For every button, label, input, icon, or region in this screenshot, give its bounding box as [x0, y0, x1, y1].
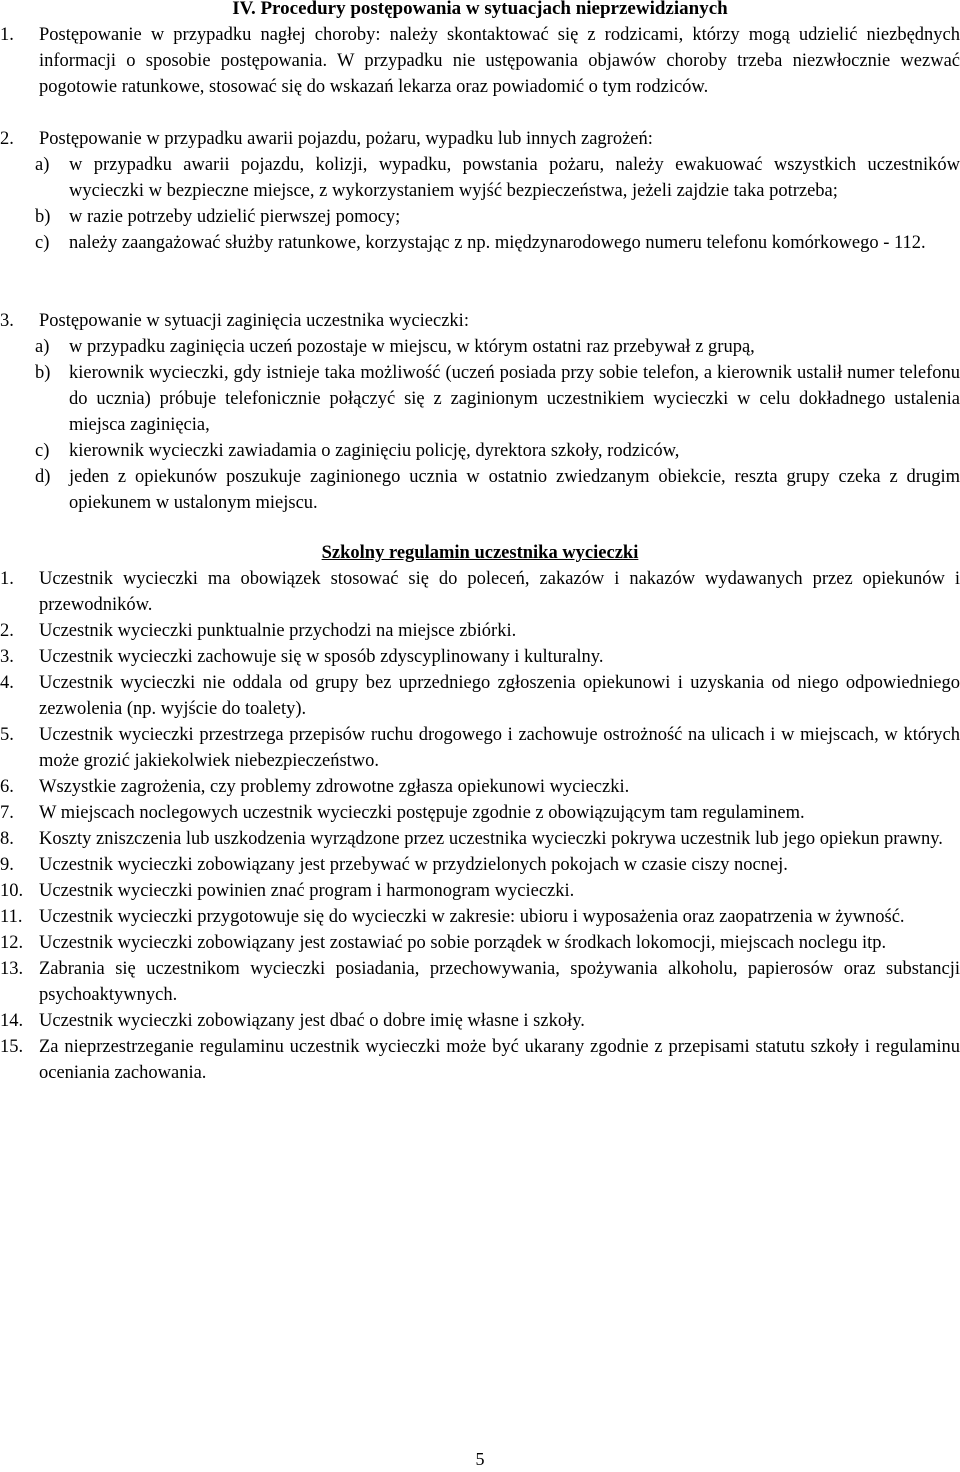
regulamin-item: [0, 1034, 960, 1086]
subitem-letter: d): [35, 467, 51, 487]
item-number: 5.: [0, 725, 14, 745]
subitem-letter: a): [35, 155, 50, 175]
subitem: [0, 230, 960, 256]
subitem-text: kierownik wycieczki zawiadamia o zaginięciu policję, dyrektora szkoły, rodziców,: [69, 441, 680, 461]
item-number: 9.: [0, 855, 14, 875]
subitem-text: w przypadku zaginięcia uczeń pozostaje w miejscu, w którym ostatni raz przebywał z grupą,: [69, 337, 755, 357]
item-text: Uczestnik wycieczki ma obowiązek stosować się do poleceń, zakazów i nakazów wydawanych przez opiekunów i przewodników.: [39, 569, 960, 615]
subitem-text: w razie potrzeby udzielić pierwszej pomocy;: [69, 207, 401, 227]
item-number: 15.: [0, 1037, 24, 1057]
item-text: Uczestnik wycieczki zobowiązany jest dbać o dobre imię własne i szkoły.: [39, 1011, 585, 1031]
regulamin-item: [0, 722, 960, 774]
regulamin-item: [0, 644, 960, 670]
item-number: 10.: [0, 881, 24, 901]
regulamin-item: [0, 878, 960, 904]
item-text: W miejscach noclegowych uczestnik wycieczki postępuje zgodnie z obowiązującym tam regulaminem.: [39, 803, 805, 823]
subitem: [0, 204, 960, 230]
item-text: Uczestnik wycieczki przygotowuje się do wycieczki w zakresie: ubioru i wyposażenia oraz zaopatrzenia w żywność.: [39, 907, 905, 927]
subitem-text: jeden z opiekunów poszukuje zaginionego ucznia w ostatnio zwiedzanym obiekcie, reszta grupy czeka z drugim opiekunem w ustalonym miejscu.: [69, 467, 960, 513]
subitem: [0, 438, 960, 464]
item-number: 2.: [0, 129, 14, 149]
item-number: 14.: [0, 1011, 24, 1031]
item-number: 1.: [0, 25, 14, 45]
item-number: 8.: [0, 829, 14, 849]
item-number: 12.: [0, 933, 24, 953]
regulamin-item: [0, 826, 960, 852]
item-text: Uczestnik wycieczki zobowiązany jest zostawiać po sobie porządek w środkach lokomocji, miejscach noclegu itp.: [39, 933, 887, 953]
item-text: Postępowanie w przypadku nagłej choroby: należy skontaktować się z rodzicami, którzy mogą udzielić niezbędnych informacji o sposobie postępowania. W przypadku nie ustępowania objawów choroby trzeba niezwłocznie wezwać pogotowie ratunkowe, stosować się do wskazań lekarza oraz powiadomić o tym rodziców.: [39, 25, 960, 97]
item-number: 2.: [0, 621, 14, 641]
item-text: Uczestnik wycieczki przestrzega przepisów ruchu drogowego i zachowuje ostrożność na ulicach i w miejscach, w których może grozić jakiekolwiek niebezpieczeństwo.: [39, 725, 960, 771]
regulamin-item: [0, 670, 960, 722]
item-text: Uczestnik wycieczki punktualnie przychodzi na miejsce zbiórki.: [39, 621, 517, 641]
item-text: Uczestnik wycieczki powinien znać program i harmonogram wycieczki.: [39, 881, 575, 901]
subitem: [0, 334, 960, 360]
page-number: 5: [475, 1449, 485, 1469]
subitem-text: należy zaangażować służby ratunkowe, korzystając z np. międzynarodowego numeru telefonu komórkowego - 112.: [69, 233, 926, 253]
regulamin-title: Szkolny regulamin uczestnika wycieczki: [321, 543, 639, 563]
item-number: 6.: [0, 777, 14, 797]
subitem-letter: c): [35, 441, 50, 461]
regulamin-item: [0, 904, 960, 930]
item-text: Za nieprzestrzeganie regulaminu uczestnik wycieczki może być ukarany zgodnie z przepisami statutu szkoły i regulaminu oceniania zachowania.: [39, 1037, 960, 1083]
procedure-item-3: [0, 308, 960, 516]
regulamin-item: [0, 852, 960, 878]
item-text: Wszystkie zagrożenia, czy problemy zdrowotne zgłasza opiekunowi wycieczki.: [39, 777, 630, 797]
item-number: 1.: [0, 569, 14, 589]
section-title: IV. Procedury postępowania w sytuacjach nieprzewidzianych: [232, 0, 728, 19]
item-number: 7.: [0, 803, 14, 823]
subitem-text: w przypadku awarii pojazdu, kolizji, wypadku, powstania pożaru, należy ewakuować wszystkich uczestników wycieczki w bezpieczne miejsce, z wykorzystaniem wyjść bezpieczeństwa, jeżeli zajdzie taka potrzeba;: [69, 155, 960, 201]
item-text: Uczestnik wycieczki zobowiązany jest przebywać w przydzielonych pokojach w czasie ciszy nocnej.: [39, 855, 788, 875]
regulamin-item: [0, 956, 960, 1008]
regulamin-item: [0, 618, 960, 644]
procedure-item-2: [0, 126, 960, 256]
subitem-letter: c): [35, 233, 50, 253]
item-text: Koszty zniszczenia lub uszkodzenia wyrządzone przez uczestnika wycieczki pokrywa uczestnik lub jego opiekun prawny.: [39, 829, 943, 849]
regulamin-item: [0, 774, 960, 800]
item-text: Postępowanie w sytuacji zaginięcia uczestnika wycieczki:: [39, 311, 469, 331]
procedure-item-1: [0, 22, 960, 100]
item-number: 13.: [0, 959, 24, 979]
item-text: Uczestnik wycieczki nie oddala od grupy bez uprzedniego zgłoszenia opiekunowi i uzyskania od niego odpowiedniego zezwolenia (np. wyjście do toalety).: [39, 673, 960, 719]
item-text: Postępowanie w przypadku awarii pojazdu, pożaru, wypadku lub innych zagrożeń:: [39, 129, 653, 149]
item-number: 4.: [0, 673, 14, 693]
regulamin-item: [0, 1008, 960, 1034]
regulamin-list: [0, 566, 960, 1086]
subitem-text: kierownik wycieczki, gdy istnieje taka możliwość (uczeń posiada przy sobie telefon, a kierownik ustalił numer telefonu do ucznia) próbuje telefonicznie połączyć się z zaginionym uczestnikiem wycieczki w celu dokładnego ustalenia miejsca zaginięcia,: [69, 363, 960, 435]
item-number: 3.: [0, 311, 14, 331]
item-number: 3.: [0, 647, 14, 667]
item-text: Zabrania się uczestnikom wycieczki posiadania, przechowywania, spożywania alkoholu, papierosów oraz substancji psychoaktywnych.: [39, 959, 960, 1005]
subitem-letter: b): [35, 207, 51, 227]
item-number: 11.: [0, 907, 23, 927]
regulamin-item: [0, 800, 960, 826]
subitem: [0, 464, 960, 516]
subitem: [0, 360, 960, 438]
regulamin-item: [0, 566, 960, 618]
regulamin-item: [0, 930, 960, 956]
subitem-letter: a): [35, 337, 50, 357]
subitem: [0, 152, 960, 204]
item-text: Uczestnik wycieczki zachowuje się w sposób zdyscyplinowany i kulturalny.: [39, 647, 604, 667]
subitem-letter: b): [35, 363, 51, 383]
